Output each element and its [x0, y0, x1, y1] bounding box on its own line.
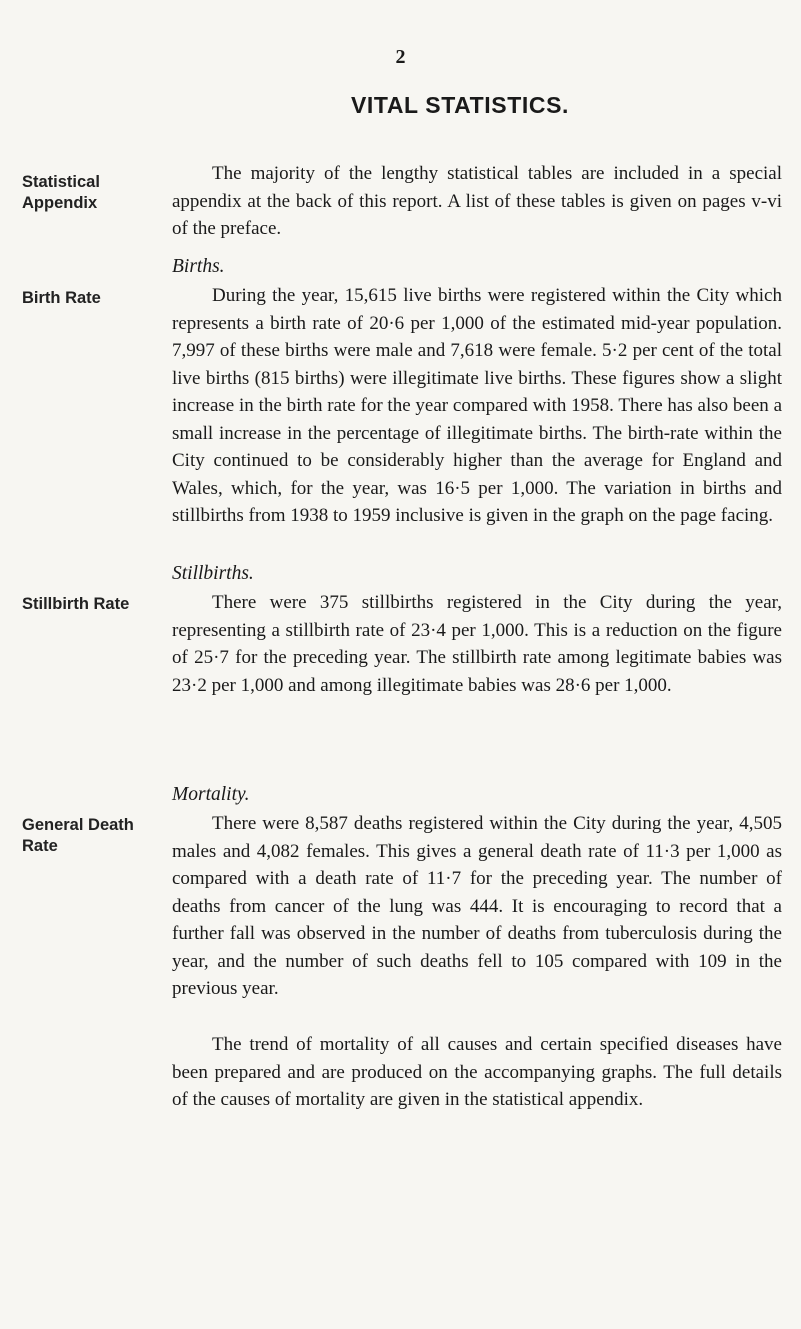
mortality-text: There were 8,587 deaths registered within the City during the year, 4,505 males and 4,082 females. This gives a general death rate of 11·3 per 1,000 as compared with a death rate of 11·7 for the preceding year. The number of deaths from cancer of the lung was 444. It is encouraging to record that a further fall was observed in the number of deaths from tuberculosis during the year, and the number of such deaths fell to 105 compared with 109 in the previous year. [172, 813, 782, 999]
margin-note-stillbirth-rate: Stillbirth Rate [22, 595, 130, 613]
stillbirths-text: There were 375 stillbirths registered in the City during the year, representing a stillbirth rate of 23·4 per 1,000. This is a reduction on the figure of 25·7 for the preceding year. The stillbirth rate among legitimate babies was 23·2 per 1,000 and among illegitimate babies was 28·6 per 1,000. [172, 592, 782, 696]
intro-paragraph [172, 160, 782, 243]
mortality-paragraph [172, 810, 782, 1003]
margin-note-birth-rate: Birth Rate [22, 289, 101, 307]
stillbirths-paragraph [172, 589, 782, 699]
stillbirths-heading: Stillbirths. [172, 563, 254, 584]
mortality-trend-paragraph [172, 1031, 782, 1114]
mortality-trend-text: The trend of mortality of all causes and certain specified diseases have been prepared and are produced on the accompanying graphs. The full details of the causes of mortality are given in the statistical appendix. [172, 1034, 782, 1110]
births-paragraph [172, 282, 782, 530]
margin-note-general-death-rate: General Death Rate [22, 816, 134, 855]
margin-note-statistical-appendix: Statistical Appendix [22, 173, 100, 212]
births-text: During the year, 15,615 live births were registered within the City which represents a birth rate of 20·6 per 1,000 of the estimated mid-year population. 7,997 of these births were male and 7,618 were female. 5·2 per cent of the total live births (815 births) were illegitimate live births. These figures show a slight increase in the birth rate for the year compared with 1958. There has also been a small increase in the percentage of illegitimate births. The birth-rate within the City continued to be considerably higher than the average for England and Wales, which, for the year, was 16·5 per 1,000. The variation in births and stillbirths from 1938 to 1959 inclusive is given in the graph on the page facing. [172, 285, 782, 526]
page-title: VITAL STATISTICS. [350, 92, 570, 118]
page-number: 2 [395, 46, 406, 68]
births-heading: Births. [172, 256, 225, 277]
mortality-heading: Mortality. [172, 784, 250, 805]
intro-text: The majority of the lengthy statistical tables are included in a special appendix at the back of this report. A list of these tables is given on pages v-vi of the preface. [172, 163, 782, 239]
